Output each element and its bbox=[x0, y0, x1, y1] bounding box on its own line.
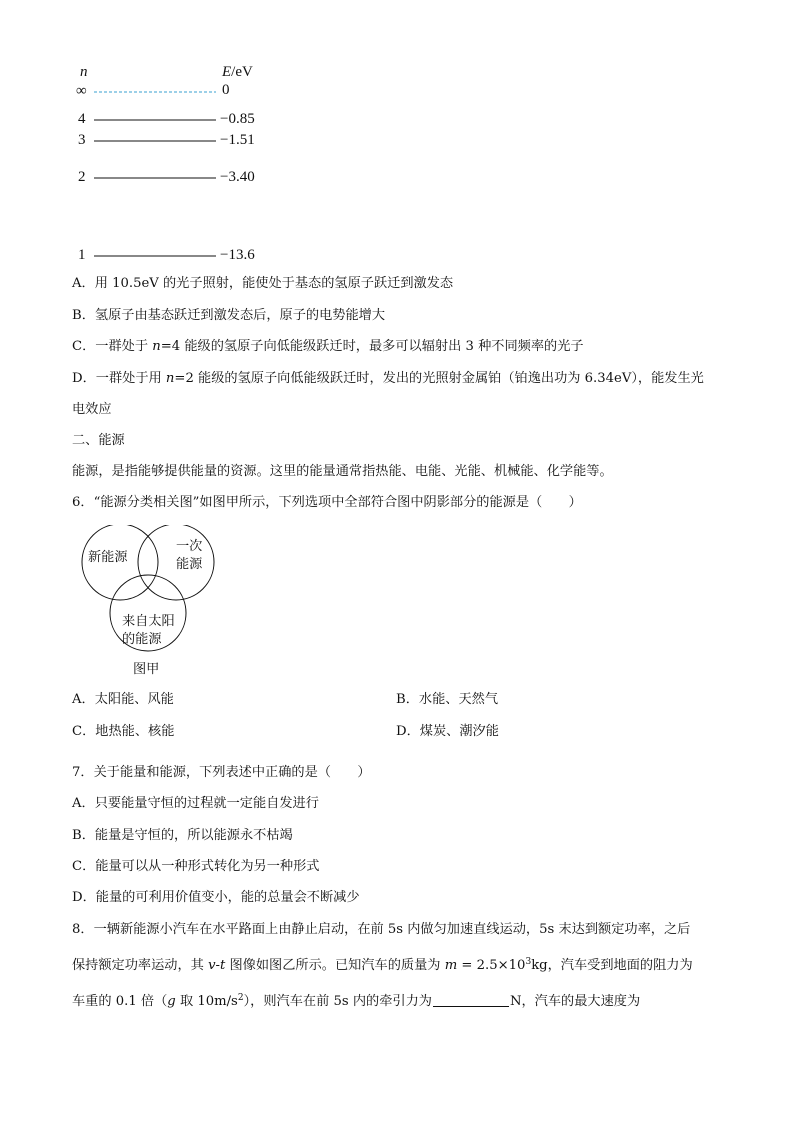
q7-option-a: A．只要能量守恒的过程就一定能自发进行 bbox=[72, 796, 319, 811]
q5-option-d-continued: 电效应 bbox=[72, 402, 112, 417]
q5-option-b: B．氢原子由基态跃迁到激发态后，原子的电势能增大 bbox=[72, 308, 386, 323]
section-heading: 二、能源 bbox=[72, 433, 125, 448]
venn-label-solar-line1: 来自太阳 bbox=[122, 614, 175, 629]
level-n-4: 4 bbox=[78, 111, 86, 127]
venn-label-new-energy: 新能源 bbox=[88, 550, 128, 565]
n-axis-label: n bbox=[80, 64, 88, 80]
q6-option-d: D．煤炭、潮汐能 bbox=[396, 724, 499, 739]
venn-caption: 图甲 bbox=[133, 662, 160, 677]
level-n-infinity: ∞ bbox=[76, 83, 87, 99]
level-energy-4: −0.85 bbox=[220, 111, 255, 127]
q6-option-a: A．太阳能、风能 bbox=[72, 692, 174, 707]
q5-option-d: D．一群处于用 n=2 能级的氢原子向低能级跃迁时，发出的光照射金属铂（铂逸出功为 6.34eV），能发生光 bbox=[72, 371, 704, 386]
section-intro: 能源，是指能够提供能量的资源。这里的能量通常指热能、电能、光能、机械能、化学能等。 bbox=[72, 464, 613, 479]
q8-line-1: 8．一辆新能源小汽车在水平路面上由静止启动，在前 5s 内做匀加速直线运动，5s 末达到额定功率，之后 bbox=[72, 922, 691, 937]
answer-blank-traction-force[interactable] bbox=[433, 992, 509, 1007]
energy-axis-label: E/eV bbox=[222, 64, 253, 80]
venn-label-primary-line1: 一次 bbox=[176, 539, 203, 554]
q5-option-c: C．一群处于 n=4 能级的氢原子向低能级跃迁时，最多可以辐射出 3 种不同频率的光子 bbox=[72, 339, 584, 354]
level-energy-infinity: 0 bbox=[222, 82, 230, 98]
q8-line-3: 车重的 0.1 倍（g 取 $10m/s^2$），则汽车在前 5s 内的牵引力为 N，汽车的最大速度为 bbox=[72, 993, 641, 1009]
q6-option-c: C．地热能、核能 bbox=[72, 724, 175, 739]
level-energy-3: −1.51 bbox=[220, 132, 255, 148]
venn-label-primary-line2: 能源 bbox=[176, 557, 203, 572]
level-energy-2: −3.40 bbox=[220, 169, 255, 185]
q7-option-d: D．能量的可利用价值变小，能的总量会不断减少 bbox=[72, 890, 360, 905]
level-n-3: 3 bbox=[78, 132, 86, 148]
venn-label-solar-line2: 的能源 bbox=[122, 632, 162, 647]
q6-option-b: B．水能、天然气 bbox=[396, 692, 499, 707]
level-energy-1: −13.6 bbox=[220, 247, 255, 263]
q8-line-2: 保持额定功率运动，其 v-t 图像如图乙所示。已知汽车的质量为 $m = 2.5\times 10^3kg$，汽车受到地面的阻力为 bbox=[72, 957, 693, 973]
q7-option-c: C．能量可以从一种形式转化为另一种形式 bbox=[72, 859, 320, 874]
q5-option-a: A．用 10.5eV 的光子照射，能使处于基态的氢原子跃迁到激发态 bbox=[72, 276, 454, 291]
q6-stem: 6．“能源分类相关图”如图甲所示，下列选项中全部符合图中阴影部分的能源是（ ） bbox=[72, 495, 582, 510]
level-n-1: 1 bbox=[78, 247, 86, 263]
q7-stem: 7．关于能量和能源，下列表述中正确的是（ ） bbox=[72, 765, 371, 780]
q7-option-b: B．能量是守恒的，所以能源永不枯竭 bbox=[72, 828, 293, 843]
level-n-2: 2 bbox=[78, 169, 86, 185]
